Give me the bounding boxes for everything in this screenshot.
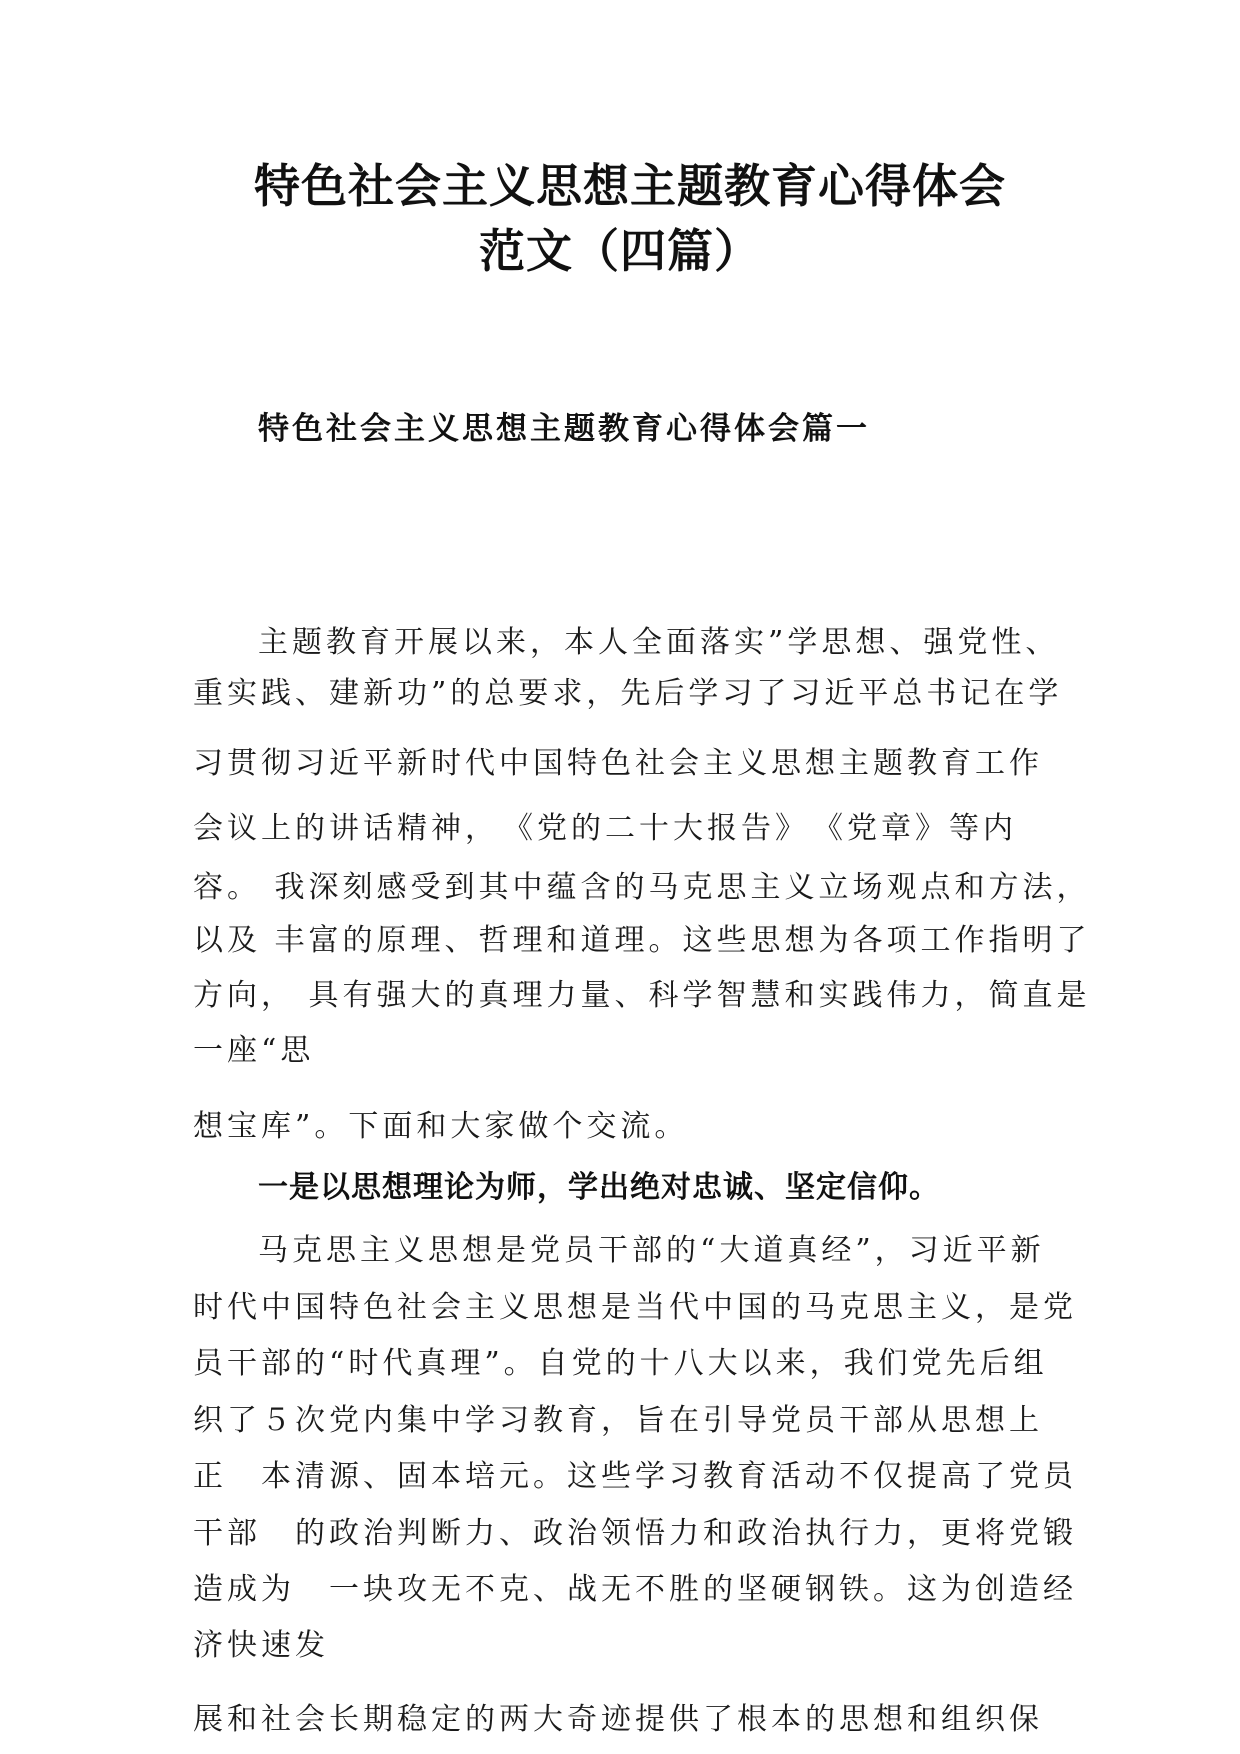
paragraph-line: 时代中国特色社会主义思想是当代中国的马克思主义，是党 [193,1290,1077,1325]
paragraph-line: 员干部的“时代真理”。自党的十八大以来，我们党先后组 [193,1346,1048,1381]
paragraph-line: 会议上的讲话精神， 《党的二十大报告》 《党章》等内 [193,811,1017,846]
paragraph-line: 马克思主义思想是党员干部的“大道真经”，习近平新 [258,1233,1045,1268]
paragraph-line: 重实践、建新功”的总要求，先后学习了习近平总书记在学 [193,676,1063,711]
paragraph-line: 织了５次党内集中学习教育，旨在引导党员干部从思想上 [193,1403,1043,1438]
paragraph-line: 习贯彻习近平新时代中国特色社会主义思想主题教育工作 [193,746,1043,781]
paragraph-line: 正 本清源、固本培元。这些学习教育活动不仅提高了党员 [193,1459,1077,1494]
paragraph-line: 容。 我深刻感受到其中蕴含的马克思主义立场观点和方法， [193,870,1091,905]
document-title-line-1: 特色社会主义思想主题教育心得体会 [254,159,1006,213]
paragraph-line: 主题教育开展以来，本人全面落实”学思想、强党性、 [258,625,1060,660]
paragraph-line: 想宝库”。下面和大家做个交流。 [193,1109,689,1144]
point-heading: 一是以思想理论为师，学出绝对忠诚、坚定信仰。 [258,1170,940,1205]
section-heading: 特色社会主义思想主题教育心得体会篇一 [258,411,870,447]
paragraph-line: 一座“思 [193,1033,315,1068]
paragraph-line: 方向， 具有强大的真理力量、科学智慧和实践伟力，简直是 [193,978,1091,1013]
paragraph-line: 干部 的政治判断力、政治领悟力和政治执行力，更将党锻 [193,1516,1077,1551]
paragraph-line: 以及 丰富的原理、哲理和道理。这些思想为各项工作指明了 [193,923,1091,958]
document-title-line-2: 范文（四篇） [479,224,761,278]
paragraph-line: 济快速发 [193,1628,329,1663]
paragraph-line: 展和社会长期稳定的两大奇迹提供了根本的思想和组织保 [193,1702,1043,1737]
paragraph-line: 造成为 一块攻无不克、战无不胜的坚硬钢铁。这为创造经 [193,1572,1077,1607]
